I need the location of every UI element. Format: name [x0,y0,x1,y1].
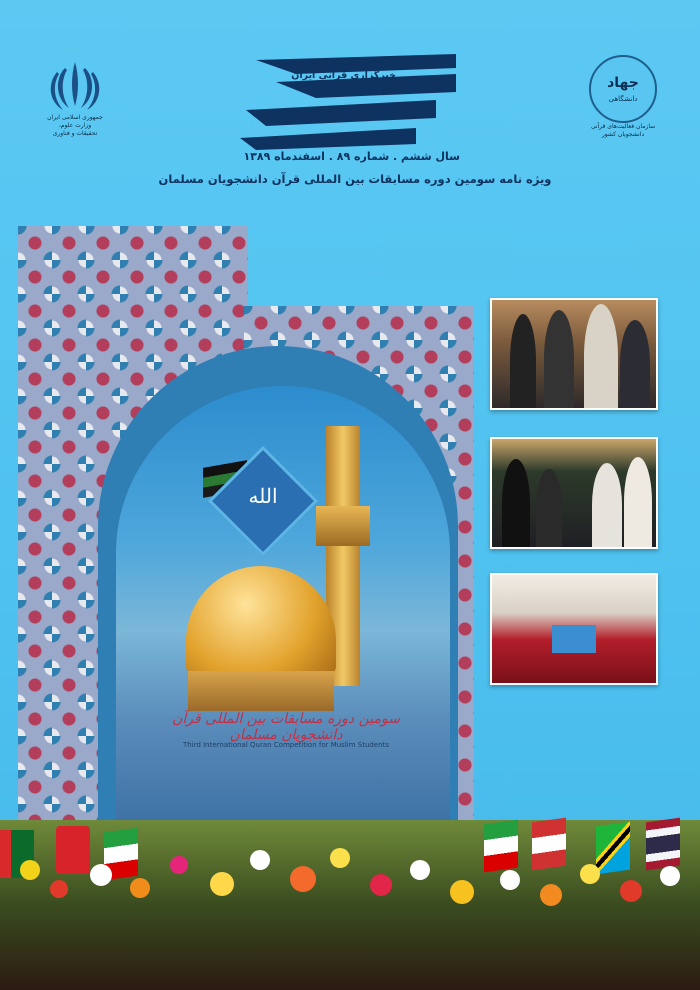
masthead-line-2: خبرگزاری قرآنی ایران [291,70,396,81]
golden-dome [186,566,336,676]
masthead-line-3: (ایکنا) [367,83,396,94]
flower-arrangement [0,820,700,990]
emblem-caption-3: تحقیقات و فناوری [52,130,98,137]
iran-emblem-icon [45,58,105,114]
hero-image [18,226,474,826]
jahad-logo-subtext: دانشگاهی [608,95,638,103]
emblem-caption-1: جمهوری اسلامی ایران [47,114,103,121]
dome-base [188,671,334,711]
masthead-line-1: دوهفته نامه تخصصی [298,57,396,68]
flag-icon [532,818,566,871]
arch-screen [116,386,450,831]
minaret-balcony [316,506,370,546]
iran-emblem [40,58,110,138]
competition-english-title: Third International Quran Competition for Muslim Students [183,741,389,749]
flag-icon [56,826,90,874]
photo-officials-seated [490,298,658,410]
competition-calligraphy: سومین دوره مسابقات بین المللی قرآن دانشجویان مسلمان [172,711,400,743]
special-issue-subtitle: ویژه نامه سومین دوره مسابقات بین المللی قرآن دانشجویان مسلمان [158,172,552,186]
right-caption-1: سازمان فعالیت‌های قرآنی [590,123,656,130]
photo-clerics-greeting [490,437,658,549]
issue-line: سال ششم . شماره ۸۹ . اسفندماه ۱۳۸۹ [243,150,460,163]
jahad-logo-text: جهاد [607,75,639,91]
jahad-logo [578,55,668,139]
flag-icon [596,822,630,875]
masthead [236,52,456,152]
photo-hall-audience [490,573,658,685]
right-caption-2: دانشجویان کشور [601,131,645,138]
jahad-circle-icon [589,55,657,123]
emblem-caption-2: وزارت علوم، [58,122,92,129]
flag-icon [646,818,680,871]
flag-icon [484,820,518,873]
allah-text: الله [248,484,278,508]
